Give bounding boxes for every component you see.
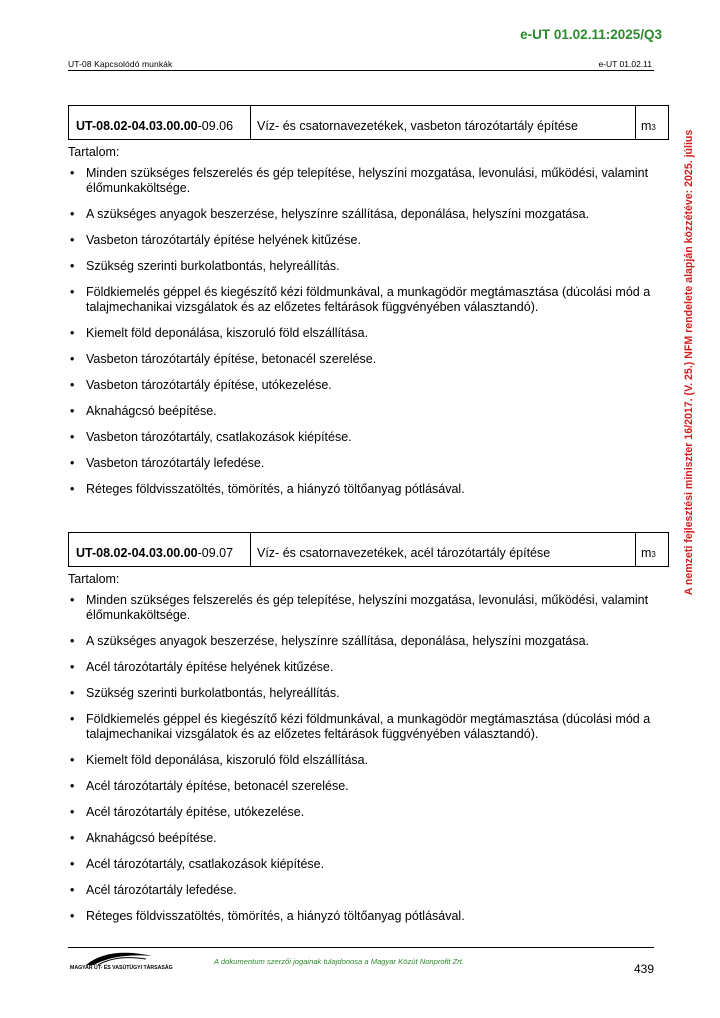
content-label: Tartalom: xyxy=(68,145,120,159)
bullet-icon: • xyxy=(70,326,75,340)
content-list xyxy=(68,166,669,497)
bullet-icon: • xyxy=(70,686,75,700)
list-item-text: Réteges földvisszatöltés, tömörítés, a hiányzó töltőanyag pótlásával. xyxy=(86,909,465,923)
item-code-suffix: -09.06 xyxy=(197,119,234,133)
item-title-cell: Víz- és csatornavezetékek, acél tározótartály építése xyxy=(251,533,636,566)
item-unit-cell xyxy=(636,106,668,139)
bullet-icon: • xyxy=(70,883,75,897)
footer-divider xyxy=(68,947,654,948)
list-item xyxy=(68,909,669,924)
item-code-bold: UT-08.02-04.03.00.00 xyxy=(76,119,198,133)
list-item-text: Kiemelt föld deponálása, kiszoruló föld elszállítása. xyxy=(86,753,369,767)
bullet-icon: • xyxy=(70,482,75,496)
list-item xyxy=(68,634,669,649)
list-item xyxy=(68,404,669,419)
list-item-text: Kiemelt föld deponálása, kiszoruló föld elszállítása. xyxy=(86,326,369,340)
item-code-cell xyxy=(69,533,251,566)
item-code-suffix: -09.07 xyxy=(197,546,234,560)
unit-base: m xyxy=(641,546,652,560)
bullet-icon: • xyxy=(70,753,75,767)
bullet-icon: • xyxy=(70,805,75,819)
bullet-icon: • xyxy=(70,857,75,871)
bullet-icon: • xyxy=(70,378,75,392)
bullet-icon: • xyxy=(70,166,75,180)
copyright-note: A dokumentum szerzői jogainak tulajdonosa a Magyar Közút Nonprofit Zrt. xyxy=(214,957,465,966)
bullet-icon: • xyxy=(70,259,75,273)
list-item-text: Vasbeton tározótartály építése, utókezelése. xyxy=(86,378,332,392)
list-item xyxy=(68,456,669,471)
list-item xyxy=(68,805,669,820)
list-item xyxy=(68,326,669,341)
list-item-text: Földkiemelés géppel és kiegészítő kézi földmunkával, a munkagödör megtámasztása (dúcolási mód a talajmechanikai vizsgálatok és az előzetes feltárások függvényében választandó). xyxy=(86,285,651,314)
logo-text: MAGYAR ÚT- ÉS VASÚTÜGYI TÁRSASÁG xyxy=(70,965,173,971)
list-item-text: Acél tározótartály építése helyének kitűzése. xyxy=(86,660,334,674)
list-item xyxy=(68,753,669,768)
list-item-text: Réteges földvisszatöltés, tömörítés, a hiányzó töltőanyag pótlásával. xyxy=(86,482,465,496)
unit-base: m xyxy=(641,119,652,133)
item-code-bold: UT-08.02-04.03.00.00 xyxy=(76,546,198,560)
bullet-icon: • xyxy=(70,352,75,366)
list-item xyxy=(68,430,669,445)
list-item-text: Acél tározótartály építése, utókezelése. xyxy=(86,805,305,819)
list-item-text: Vasbeton tározótartály lefedése. xyxy=(86,456,265,470)
list-item-text: Földkiemelés géppel és kiegészítő kézi földmunkával, a munkagödör megtámasztása (dúcolási mód a talajmechanikai vizsgálatok és az előzetes feltárások függvényében választandó). xyxy=(86,712,651,741)
page-number: 439 xyxy=(633,962,654,976)
list-item-text: Szükség szerinti burkolatbontás, helyreállítás. xyxy=(86,686,340,700)
list-item xyxy=(68,233,669,248)
list-item xyxy=(68,259,669,274)
list-item-text: Aknahágcsó beépítése. xyxy=(86,404,217,418)
side-publication-note-text: A nemzeti fejlesztési miniszter 16/2017. (V. 25.) NFM rendelete alapján közzétéve: 2025. július xyxy=(683,129,695,596)
bullet-icon: • xyxy=(70,207,75,221)
item-title-cell: Víz- és csatornavezetékek, vasbeton tározótartály építése xyxy=(251,106,636,139)
list-item-text: Vasbeton tározótartály építése helyének kitűzése. xyxy=(86,233,361,247)
list-item xyxy=(68,660,669,675)
list-item xyxy=(68,482,669,497)
list-item xyxy=(68,378,669,393)
bullet-icon: • xyxy=(70,660,75,674)
header-divider xyxy=(68,70,654,71)
bullet-icon: • xyxy=(70,233,75,247)
item-code-cell xyxy=(69,106,251,139)
bullet-icon: • xyxy=(70,909,75,923)
list-item-text: Szükség szerinti burkolatbontás, helyreállítás. xyxy=(86,259,340,273)
list-item xyxy=(68,883,669,898)
bullet-icon: • xyxy=(70,634,75,648)
list-item xyxy=(68,712,669,742)
section-09-06 xyxy=(68,105,669,508)
bullet-icon: • xyxy=(70,404,75,418)
running-header-title: UT-08 Kapcsolódó munkák xyxy=(68,59,173,69)
side-publication-note xyxy=(683,95,697,630)
bullet-icon: • xyxy=(70,831,75,845)
unit-exponent: 3 xyxy=(651,550,656,559)
list-item xyxy=(68,352,669,367)
list-item-text: Minden szükséges felszerelés és gép telepítése, helyszíni mozgatása, levonulási, működési, valamint élőmunkaköltsége. xyxy=(86,166,649,195)
item-code-table xyxy=(68,105,669,140)
list-item xyxy=(68,857,669,872)
list-item-text: Acél tározótartály lefedése. xyxy=(86,883,237,897)
list-item-text: Vasbeton tározótartály, csatlakozások kiépítése. xyxy=(86,430,352,444)
list-item-text: Aknahágcsó beépítése. xyxy=(86,831,217,845)
document-code: e-UT 01.02.11:2025/Q3 xyxy=(520,27,662,42)
list-item xyxy=(68,166,669,196)
bullet-icon: • xyxy=(70,712,75,726)
item-unit-cell xyxy=(636,533,668,566)
section-09-07 xyxy=(68,532,669,935)
list-item-text: A szükséges anyagok beszerzése, helyszínre szállítása, deponálása, helyszíni mozgatása. xyxy=(86,207,590,221)
list-item-text: Minden szükséges felszerelés és gép telepítése, helyszíni mozgatása, levonulási, működési, valamint élőmunkaköltsége. xyxy=(86,593,649,622)
unit-exponent: 3 xyxy=(651,123,656,132)
list-item xyxy=(68,285,669,315)
society-logo xyxy=(70,950,173,980)
item-code-table xyxy=(68,532,669,567)
road-rail-logo-icon xyxy=(84,950,154,966)
list-item xyxy=(68,207,669,222)
bullet-icon: • xyxy=(70,285,75,299)
bullet-icon: • xyxy=(70,779,75,793)
content-list xyxy=(68,593,669,924)
list-item xyxy=(68,593,669,623)
list-item-text: Acél tározótartály építése, betonacél szerelése. xyxy=(86,779,349,793)
list-item xyxy=(68,686,669,701)
list-item-text: A szükséges anyagok beszerzése, helyszínre szállítása, deponálása, helyszíni mozgatása. xyxy=(86,634,590,648)
running-header-code: e-UT 01.02.11 xyxy=(598,59,652,69)
list-item xyxy=(68,779,669,794)
bullet-icon: • xyxy=(70,593,75,607)
bullet-icon: • xyxy=(70,430,75,444)
list-item-text: Vasbeton tározótartály építése, betonacél szerelése. xyxy=(86,352,377,366)
list-item-text: Acél tározótartály, csatlakozások kiépítése. xyxy=(86,857,325,871)
content-label: Tartalom: xyxy=(68,572,120,586)
bullet-icon: • xyxy=(70,456,75,470)
list-item xyxy=(68,831,669,846)
